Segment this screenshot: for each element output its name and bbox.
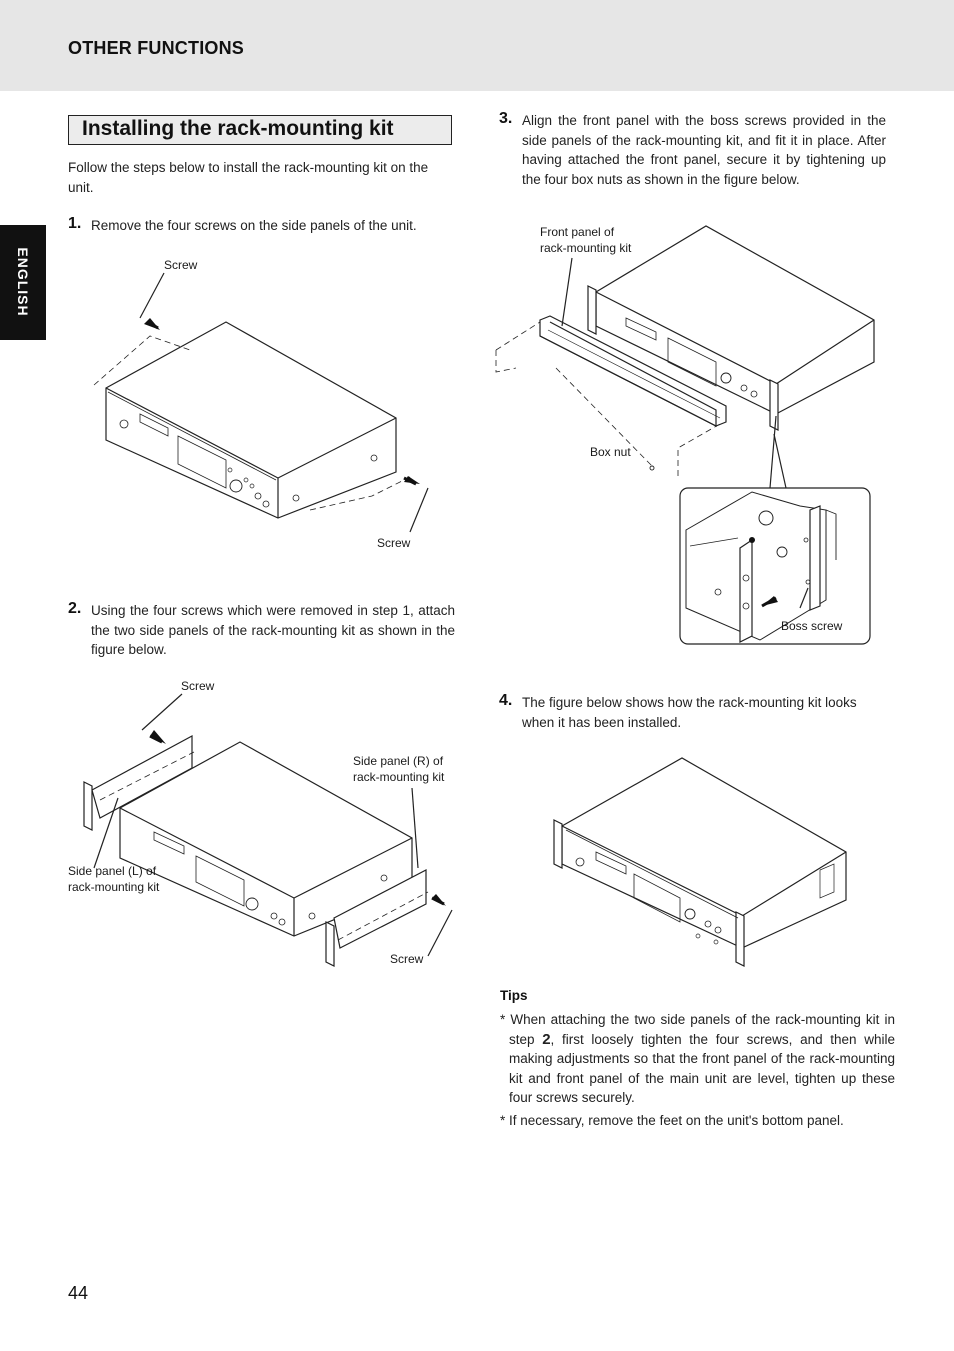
fig2-side-panel-l-label-line1: Side panel (L) of bbox=[68, 864, 157, 878]
section-header-title: OTHER FUNCTIONS bbox=[68, 38, 244, 58]
step-2-text: Using the four screws which were removed in step 1, attach the two side panels of the rack-mounting kit as shown in the figure below. bbox=[91, 603, 455, 657]
fig1-screw-top-label: Screw bbox=[164, 258, 198, 272]
step-3-text: Align the front panel with the boss screws provided in the side panels of the rack-mounting kit, and fit it in place. After having attached the front panel, secure it by tightening up the four box nuts as shown in the figure below. bbox=[522, 113, 886, 187]
fig2-side-panel-l-label-line2: rack-mounting kit bbox=[68, 880, 160, 894]
tips-title: Tips bbox=[500, 988, 528, 1003]
tip-1-step-ref: 2 bbox=[542, 1030, 551, 1048]
fig3-front-panel-label-line2: rack-mounting kit bbox=[540, 241, 632, 255]
fig2-side-panel-r-label-line2: rack-mounting kit bbox=[353, 770, 445, 784]
page-number: 44 bbox=[68, 1283, 89, 1303]
step-1-text: Remove the four screws on the side panels of the unit. bbox=[91, 218, 417, 233]
fig2-screw-top-label: Screw bbox=[181, 679, 215, 693]
language-tab-label: ENGLISH bbox=[15, 247, 31, 317]
step-4-number: 4. bbox=[499, 692, 513, 709]
intro-text: Follow the steps below to install the rack-mounting kit on the unit. bbox=[68, 160, 429, 195]
fig2-screw-bottom-label: Screw bbox=[390, 952, 424, 966]
tip-1 bbox=[500, 1010, 895, 1108]
step-4-text: The figure below shows how the rack-mounting kit looks when it has been installed. bbox=[522, 695, 857, 730]
fig3-front-panel-label-line1: Front panel of bbox=[540, 225, 615, 239]
fig2-side-panel-r-label-line1: Side panel (R) of bbox=[353, 754, 444, 768]
fig1-screw-bottom-label: Screw bbox=[377, 536, 411, 550]
step-2-number: 2. bbox=[68, 600, 82, 617]
tip-2: * If necessary, remove the feet on the unit's bottom panel. bbox=[500, 1113, 844, 1128]
tip-1-text-start: * When attaching the two side panels of the rack-mounting kit in step bbox=[500, 1012, 895, 1047]
step-3-number: 3. bbox=[499, 110, 513, 127]
page-title: Installing the rack-mounting kit bbox=[68, 115, 452, 145]
tip-1-text-end: , first loosely tighten the four screws, and then while making adjustments so that the front panel of the rack-mounting kit and front panel of the main unit are level, tighten up these four screws securely. bbox=[509, 1031, 895, 1105]
fig3-box-nut-label: Box nut bbox=[590, 445, 631, 459]
fig3-boss-screw-label: Boss screw bbox=[781, 619, 843, 633]
step-1-number: 1. bbox=[68, 215, 82, 232]
